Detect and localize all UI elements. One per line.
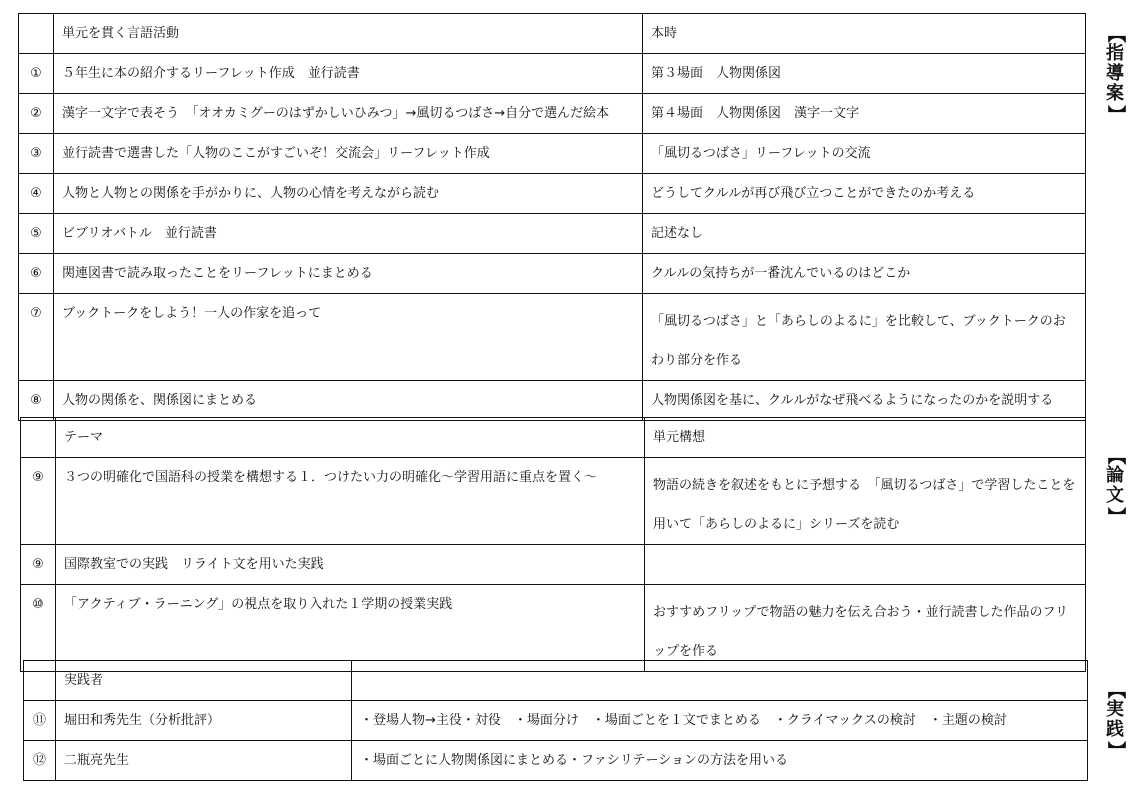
cell: 並行読書で選書した「人物のここがすごいぞ！交流会」リーフレット作成: [54, 134, 643, 174]
table-header-row: [19, 14, 1086, 54]
table-header-row: [24, 661, 1088, 701]
cell: クルルの気持ちが一番沈んでいるのはどこか: [643, 254, 1086, 294]
cell: 「アクティブ・ラーニング」の視点を取り入れた１学期の授業実践: [56, 585, 645, 672]
table-row: [24, 741, 1088, 781]
table-row: [21, 585, 1086, 672]
cell: 関連図書で読み取ったことをリーフレットにまとめる: [54, 254, 643, 294]
table-row: [21, 545, 1086, 585]
table-row: [21, 458, 1086, 545]
num-cell: ⑧: [19, 381, 54, 421]
label-char: 践: [1106, 719, 1124, 740]
num-cell: ②: [19, 94, 54, 134]
table-row: [19, 294, 1086, 381]
bracket-open: 【: [1105, 25, 1126, 43]
cell: 堀田和秀先生（分析批評）: [56, 701, 352, 741]
num-cell: [19, 14, 54, 54]
cell: 第３場面 人物関係図: [643, 54, 1086, 94]
label-char: 導: [1106, 63, 1124, 84]
num-cell: ⑪: [24, 701, 56, 741]
cell: ブックトークをしよう！一人の作家を追って: [54, 294, 643, 381]
label-char: 論: [1106, 465, 1124, 486]
cell: ・登場人物→主役・対役 ・場面分け ・場面ごとを１文でまとめる ・クライマックスの検討 ・主題の検討: [352, 701, 1088, 741]
num-cell: ⑦: [19, 294, 54, 381]
cell: 漢字一文字で表そう 「オオカミグーのはずかしいひみつ」→風切るつばさ→自分で選んだ絵本: [54, 94, 643, 134]
cell: 「風切るつばさ」リーフレットの交流: [643, 134, 1086, 174]
table-row: [19, 134, 1086, 174]
header-cell: 本時: [643, 14, 1086, 54]
label-char: 指: [1106, 43, 1124, 64]
cell: おすすめフリップで物語の魅力を伝え合おう・並行読書した作品のフリップを作る: [645, 585, 1086, 672]
bracket-open: 【: [1105, 681, 1126, 699]
table-row: [19, 254, 1086, 294]
bracket-close: 】: [1105, 507, 1126, 525]
label-char: 実: [1106, 699, 1124, 720]
section-label-ronbun: [1100, 446, 1130, 526]
label-char: 案: [1106, 83, 1124, 104]
cell: 第４場面 人物関係図 漢字一文字: [643, 94, 1086, 134]
bracket-close: 】: [1105, 105, 1126, 123]
shido-table: [18, 13, 1086, 421]
cell: ・場面ごとに人物関係図にまとめる・ファシリテーションの方法を用いる: [352, 741, 1088, 781]
num-cell: [21, 418, 56, 458]
cell: 国際教室での実践 リライト文を用いた実践: [56, 545, 645, 585]
num-cell: ⑩: [21, 585, 56, 672]
label-char: 文: [1106, 485, 1124, 506]
num-cell: ⑫: [24, 741, 56, 781]
bracket-close: 】: [1105, 741, 1126, 759]
num-cell: ⑥: [19, 254, 54, 294]
table-header-row: [21, 418, 1086, 458]
num-cell: ⑤: [19, 214, 54, 254]
header-cell: 単元を貫く言語活動: [54, 14, 643, 54]
ronbun-table: [20, 417, 1086, 672]
cell: ３つの明確化で国語科の授業を構想する１．つけたい力の明確化～学習用語に重点を置く～: [56, 458, 645, 545]
table-row: [19, 94, 1086, 134]
cell: ５年生に本の紹介するリーフレット作成 並行読書: [54, 54, 643, 94]
section-label-jissen: [1100, 680, 1130, 760]
num-cell: ⑨: [21, 545, 56, 585]
num-cell: [24, 661, 56, 701]
cell: 人物の関係を、関係図にまとめる: [54, 381, 643, 421]
table-row: [19, 381, 1086, 421]
cell: ビブリオバトル 並行読書: [54, 214, 643, 254]
bracket-open: 【: [1105, 447, 1126, 465]
cell: 記述なし: [643, 214, 1086, 254]
num-cell: ①: [19, 54, 54, 94]
header-cell: 単元構想: [645, 418, 1086, 458]
num-cell: ④: [19, 174, 54, 214]
cell: 二瓶亮先生: [56, 741, 352, 781]
cell: 人物と人物との関係を手がかりに、人物の心情を考えながら読む: [54, 174, 643, 214]
num-cell: ③: [19, 134, 54, 174]
header-cell: 実践者: [56, 661, 352, 701]
section-label-shido: [1100, 24, 1130, 124]
table-row: [19, 54, 1086, 94]
num-cell: ⑨: [21, 458, 56, 545]
table-row: [19, 174, 1086, 214]
cell: 「風切るつばさ」と「あらしのよるに」を比較して、ブックトークのおわり部分を作る: [643, 294, 1086, 381]
header-cell: [352, 661, 1088, 701]
table-row: [19, 214, 1086, 254]
jissen-table: [23, 660, 1088, 781]
cell: どうしてクルルが再び飛び立つことができたのか考える: [643, 174, 1086, 214]
cell: [645, 545, 1086, 585]
header-cell: テーマ: [56, 418, 645, 458]
cell: 物語の続きを叙述をもとに予想する 「風切るつばさ」で学習したことを用いて「あらしのよるに」シリーズを読む: [645, 458, 1086, 545]
cell: 人物関係図を基に、クルルがなぜ飛べるようになったのかを説明する: [643, 381, 1086, 421]
table-row: [24, 701, 1088, 741]
